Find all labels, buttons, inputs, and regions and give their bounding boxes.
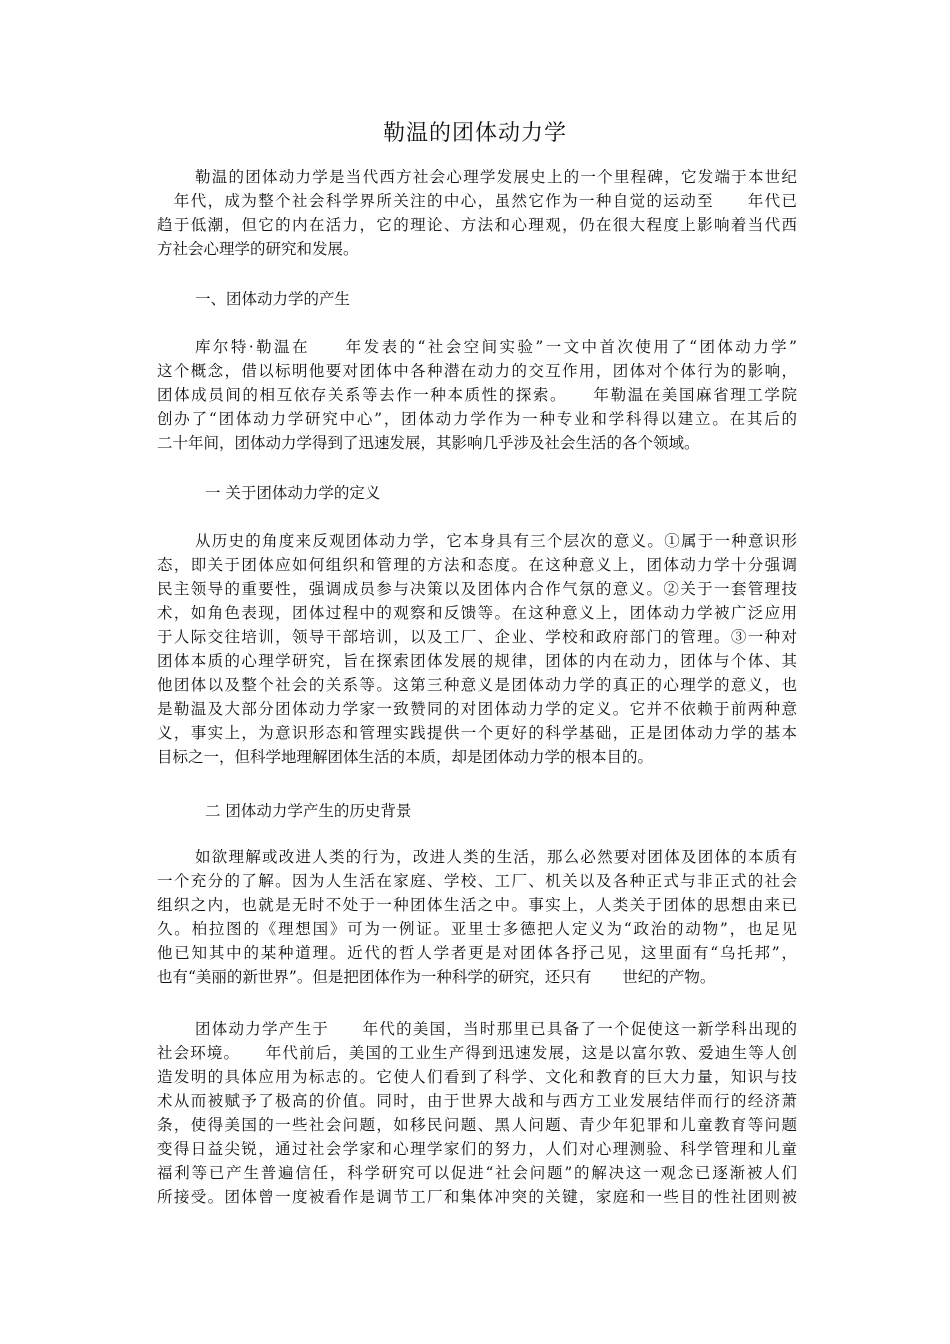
paragraph-line: 条，使得美国的一些社会问题，如移民问题、黑人问题、青少年犯罪和儿童教育等问题 (157, 1116, 797, 1134)
page-title: 勒温的团体动力学 (382, 121, 567, 146)
paragraph-line: 造发明的具体应用为标志的。它使人们看到了科学、文化和教育的巨大力量，知识与技 (157, 1068, 797, 1086)
paragraph-line: 二十年间，团体动力学得到了迅速发展，其影响几乎涉及社会生活的各个领域。 (157, 434, 700, 452)
paragraph-line: 社会环境。 年代前后，美国的工业生产得到迅速发展，这是以富尔敦、爱迪生等人创 (157, 1044, 797, 1062)
paragraph-line: 态，即关于团体应如何组织和管理的方法和态度。在这种意义上，团体动力学十分强调 (157, 556, 797, 574)
paragraph-line: 目标之一，但科学地理解团体生活的本质，却是团体动力学的根本目的。 (157, 748, 654, 766)
paragraph-line: 久。柏拉图的《理想国》可为一例证。亚里士多德把人定义为“政治的动物”，也足见 (157, 920, 797, 938)
paragraph-line: 术从而被赋予了极高的价值。同时，由于世界大战和与西方工业发展结伴而行的经济萧 (157, 1092, 797, 1110)
paragraph-line: 于人际交往培训，领导干部培训，以及工厂、企业、学校和政府部门的管理。③一种对 (157, 628, 797, 646)
section-heading: 一、团体动力学的产生 (195, 290, 351, 308)
paragraph-line: 团体成员间的相互依存关系等去作一种本质性的探索。 年勒温在美国麻省理工学院 (157, 386, 797, 404)
paragraph-line: 变得日益尖锐，通过社会学家和心理学家们的努力，人们对心理测验、科学管理和儿童 (157, 1140, 797, 1158)
paragraph-line: 年代，成为整个社会科学界所关注的中心，虽然它作为一种自觉的运动至 年代已 (157, 192, 797, 210)
paragraph-line: 方社会心理学的研究和发展。 (157, 240, 359, 258)
paragraph-line: 如欲理解或改进人类的行为，改进人类的生活，那么必然要对团体及团体的本质有 (195, 848, 797, 866)
paragraph-line: 勒温的团体动力学是当代西方社会心理学发展史上的一个里程碑，它发端于本世纪 (195, 168, 797, 186)
paragraph-line: 创办了“团体动力学研究中心”，团体动力学作为一种专业和学科得以建立。在其后的 (157, 410, 797, 428)
paragraph-line: 趋于低潮，但它的内在活力，它的理论、方法和心理观，仍在很大程度上影响着当代西 (157, 216, 797, 234)
paragraph-line: 团体本质的心理学研究，旨在探索团体发展的规律，团体的内在动力，团体与个体、其 (157, 652, 797, 670)
paragraph-line: 他已知其中的某种道理。近代的哲人学者更是对团体各抒己见，这里面有“乌托邦”， (157, 944, 797, 962)
paragraph-line: 从历史的角度来反观团体动力学，它本身具有三个层次的意义。①属于一种意识形 (195, 532, 797, 550)
paragraph-line: 一个充分的了解。因为人生活在家庭、学校、工厂、机关以及各种正式与非正式的社会 (157, 872, 797, 890)
paragraph-line: 库尔特·勒温在 年发表的“社会空间实验”一文中首次使用了“团体动力学” (195, 338, 797, 356)
paragraph-line: 福利等已产生普遍信任，科学研究可以促进“社会问题”的解决这一观念已逐渐被人们 (157, 1164, 797, 1182)
paragraph-line: 他团体以及整个社会的关系等。这第三种意义是团体动力学的真正的心理学的意义，也 (157, 676, 797, 694)
section-heading: 二 团体动力学产生的历史背景 (205, 802, 412, 820)
paragraph-line: 组织之内，也就是无时不处于一种团体生活之中。事实上，人类关于团体的思想由来已 (157, 896, 797, 914)
paragraph-line: 所接受。团体曾一度被看作是调节工厂和集体冲突的关键，家庭和一些目的性社团则被 (157, 1188, 797, 1206)
paragraph-line: 团体动力学产生于 年代的美国，当时那里已具备了一个促使这一新学科出现的 (195, 1020, 797, 1038)
paragraph-line: 这个概念，借以标明他要对团体中各种潜在动力的交互作用，团体对个体行为的影响， (157, 362, 797, 380)
paragraph-line: 义，事实上，为意识形态和管理实践提供一个更好的科学基础，正是团体动力学的基本 (157, 724, 797, 742)
paragraph-line: 民主领导的重要性，强调成员参与决策以及团体内合作气氛的意义。②关于一套管理技 (157, 580, 797, 598)
section-heading: 一 关于团体动力学的定义 (205, 484, 381, 502)
paragraph-line: 是勒温及大部分团体动力学家一致赞同的对团体动力学的定义。它并不依赖于前两种意 (157, 700, 797, 718)
paragraph-line: 术，如角色表现，团体过程中的观察和反馈等。在这种意义上，团体动力学被广泛应用 (157, 604, 797, 622)
paragraph-line: 也有“美丽的新世界”。但是把团体作为一种科学的研究，还只有 世纪的产物。 (157, 968, 716, 986)
